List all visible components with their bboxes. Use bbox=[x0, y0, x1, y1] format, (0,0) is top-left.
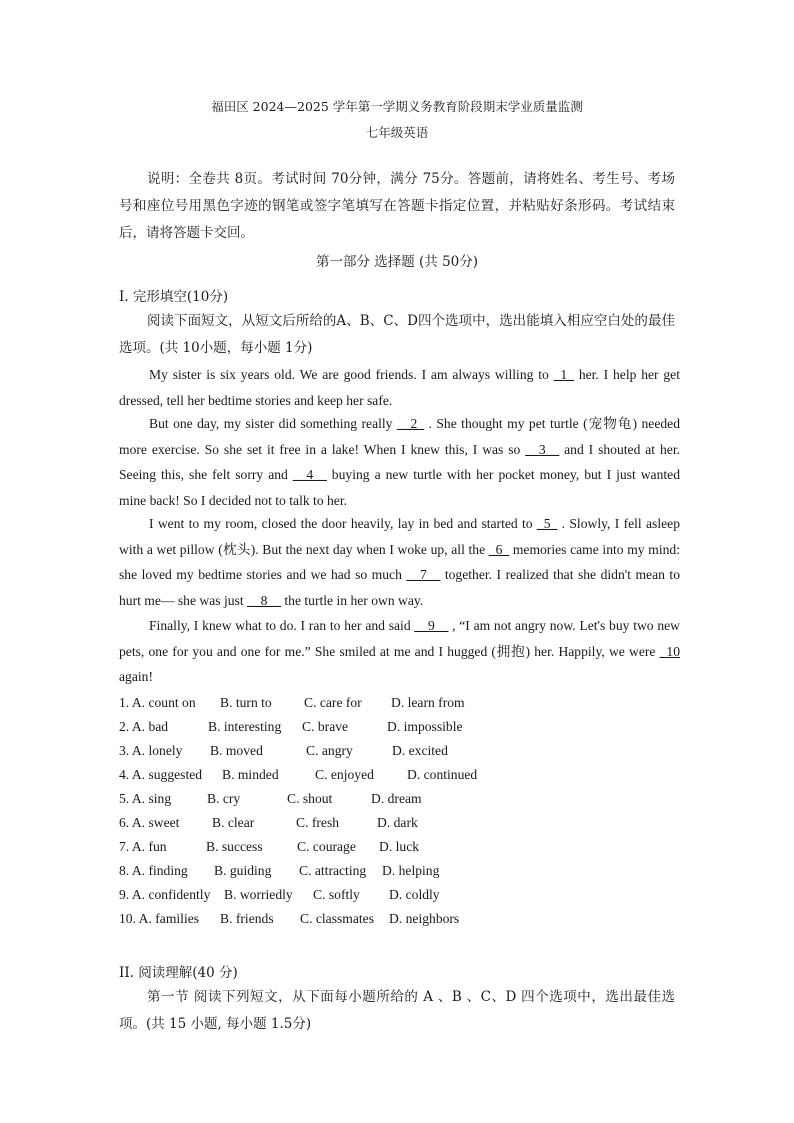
text: , “I am not angry now. Let's buy two new pets, one for you and one for me.” She smiled at me and I hugged (拥抱) her. Happily, we were bbox=[119, 618, 680, 659]
option-d: D. excited bbox=[392, 743, 448, 758]
text: I went to my room, closed the door heavily, lay in bed and started to bbox=[149, 516, 537, 531]
text: together. I realized that she didn't mean to hurt me— she was just bbox=[119, 567, 680, 608]
option-a: 8. A. finding bbox=[119, 863, 188, 878]
blank-10: _10 bbox=[659, 643, 680, 659]
option-a: 10. A. families bbox=[119, 911, 200, 926]
option-c: C. classmates bbox=[300, 911, 374, 926]
option-a: 1. A. count on bbox=[119, 695, 196, 710]
option-c: C. softly bbox=[313, 887, 360, 902]
option-b: B. minded bbox=[222, 767, 279, 782]
option-b: B. success bbox=[206, 839, 263, 854]
text: . She thought my pet turtle (宠物龟) needed more exercise. So she set it free in a lake! When I knew this, I was so bbox=[119, 416, 680, 457]
passage-paragraph-2 bbox=[119, 411, 680, 513]
option-a: 2. A. bad bbox=[119, 719, 169, 734]
option-d: D. continued bbox=[407, 767, 478, 782]
option-d: D. dark bbox=[377, 815, 418, 830]
text: her. I help her get dressed, tell her bedtime stories and keep her safe. bbox=[119, 367, 680, 408]
option-a: 3. A. lonely bbox=[119, 743, 183, 758]
option-d: D. coldly bbox=[389, 887, 440, 902]
option-a: 9. A. confidently bbox=[119, 887, 211, 902]
option-b: B. turn to bbox=[220, 695, 272, 710]
blank-5: _5_ bbox=[536, 516, 558, 531]
blank-8: __8__ bbox=[247, 592, 281, 608]
option-d: D. neighbors bbox=[389, 911, 460, 926]
text: again! bbox=[119, 669, 153, 684]
section2-heading: II. 阅读理解(40 分) bbox=[119, 965, 238, 981]
text: and I shouted at her. Seeing this, she felt sorry and bbox=[119, 441, 680, 482]
text: Finally, I knew what to do. I ran to her and said bbox=[149, 618, 415, 633]
option-c: C. fresh bbox=[296, 815, 340, 830]
section2-instruction: 第一节 阅读下列短文，从下面每小题所给的 A 、B 、C、D 四个选项中，选出最佳选项。(共 15 小题, 每小题 1.5分) bbox=[119, 989, 675, 1032]
blank-6: _6_ bbox=[488, 541, 510, 557]
text: . Slowly, I fell asleep with a wet pillow (枕头). But the next day when I woke up, all the bbox=[119, 516, 680, 557]
option-a: 4. A. suggested bbox=[119, 767, 203, 782]
option-b: B. clear bbox=[212, 815, 255, 830]
option-b: B. moved bbox=[210, 743, 263, 758]
blank-3: __3__ bbox=[525, 441, 560, 457]
option-d: D. learn from bbox=[391, 695, 465, 710]
blank-9: __9__ bbox=[414, 618, 449, 633]
section1-heading: I. 完形填空(10分) bbox=[119, 289, 229, 305]
option-c: C. enjoyed bbox=[315, 767, 374, 782]
section1-instruction: 阅读下面短文，从短文后所给的A、B、C、D四个选项中，选出能填入相应空白处的最佳选项。(共 10小题，每小题 1分) bbox=[119, 313, 675, 356]
blank-1: _1_ bbox=[553, 367, 575, 382]
exam-subtitle: 七年级英语 bbox=[365, 125, 429, 140]
text: buying a new turtle with her pocket money, but I just wanted mine back! So I decided not to talk to her. bbox=[119, 467, 680, 508]
option-a: 5. A. sing bbox=[119, 791, 172, 806]
text: the turtle in her own way. bbox=[280, 592, 424, 608]
option-c: C. attracting bbox=[299, 863, 367, 878]
passage-paragraph-1 bbox=[119, 362, 680, 413]
option-b: B. interesting bbox=[208, 719, 282, 734]
blank-7: __7__ bbox=[406, 567, 441, 582]
text: But one day, my sister did something really bbox=[149, 416, 397, 431]
part1-title: 第一部分 选择题 (共 50分) bbox=[315, 254, 479, 270]
option-b: B. friends bbox=[220, 911, 274, 926]
blank-2: __2_ bbox=[396, 416, 425, 431]
option-b: B. guiding bbox=[214, 863, 272, 878]
option-a: 6. A. sweet bbox=[119, 815, 180, 830]
option-d: D. luck bbox=[379, 839, 420, 854]
passage-paragraph-4 bbox=[119, 613, 680, 690]
option-b: B. worriedly bbox=[224, 887, 293, 902]
option-c: C. angry bbox=[306, 743, 353, 758]
option-b: B. cry bbox=[207, 791, 241, 806]
option-c: C. brave bbox=[302, 719, 349, 734]
exam-title: 福田区 2024—2025 学年第一学期义务教育阶段期末学业质量监测 bbox=[211, 99, 583, 114]
passage-paragraph-3 bbox=[119, 511, 680, 613]
blank-4: __4__ bbox=[292, 467, 327, 482]
text: memories came into my mind: she loved my bedtime stories and we had so much bbox=[119, 541, 680, 582]
option-c: C. courage bbox=[297, 839, 356, 854]
option-d: D. impossible bbox=[387, 719, 463, 734]
option-d: D. helping bbox=[382, 863, 440, 878]
option-c: C. care for bbox=[304, 695, 362, 710]
option-c: C. shout bbox=[287, 791, 333, 806]
exam-instructions: 说明：全卷共 8页。考试时间 70分钟，满分 75分。答题前，请将姓名、考生号、考场号和座位号用黑色字迹的钢笔或签字笔填写在答题卡指定位置，并粘贴好条形码。考试结束后，请将答题卡交回。 bbox=[119, 171, 675, 241]
option-a: 7. A. fun bbox=[119, 839, 167, 854]
option-d: D. dream bbox=[371, 791, 422, 806]
text: My sister is six years old. We are good friends. I am always willing to bbox=[149, 367, 554, 382]
